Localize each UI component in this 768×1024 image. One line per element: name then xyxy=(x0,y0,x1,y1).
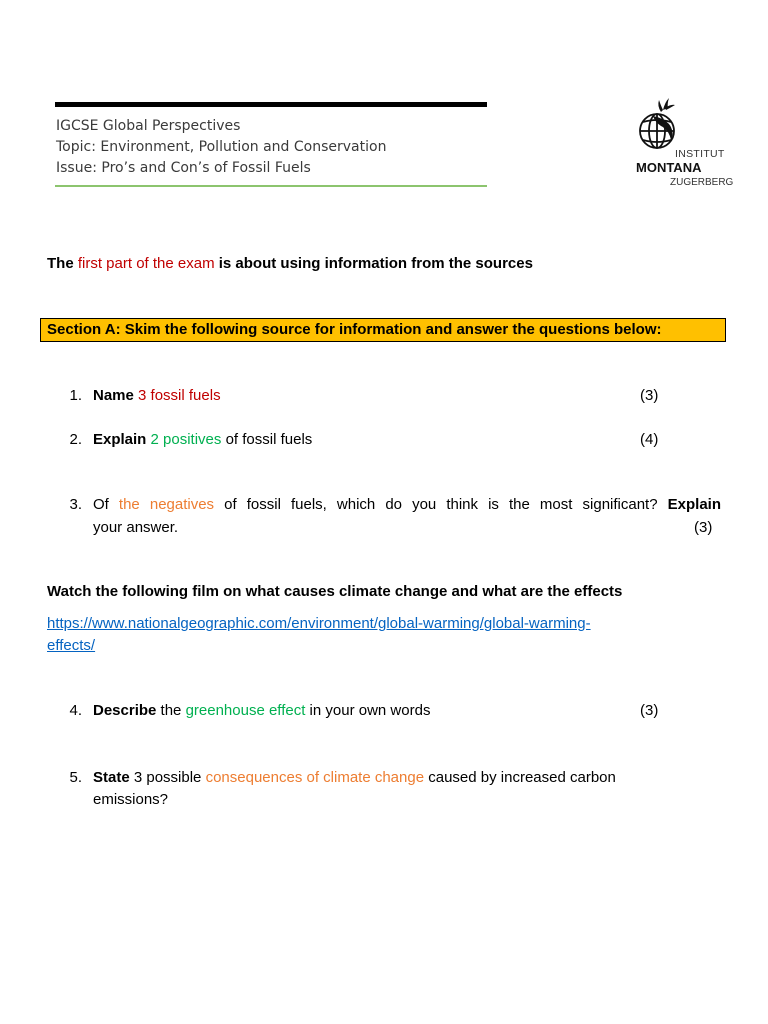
q2-rest: of fossil fuels xyxy=(221,431,313,448)
header-course: IGCSE Global Perspectives xyxy=(56,118,241,134)
q5-rest: caused by increased carbon xyxy=(424,769,616,786)
q1-verb: Name xyxy=(93,387,139,404)
q3-verb: Explain xyxy=(667,496,721,513)
q5-number: 5. xyxy=(69,769,82,786)
q5-text-line2: emissions? xyxy=(93,791,169,808)
intro-post: is about using information from the sources xyxy=(214,255,533,272)
watch-instruction: Watch the following film on what causes climate change and what are the effects xyxy=(47,583,623,600)
q1-marks: (3) xyxy=(640,387,659,404)
q1-highlight: 3 fossil fuels xyxy=(138,387,221,404)
q2-verb: Explain xyxy=(93,431,151,448)
film-link-line2[interactable]: effects/ xyxy=(47,637,96,654)
film-link[interactable] xyxy=(47,613,591,657)
intro-highlight: first part of the exam xyxy=(77,255,215,272)
q5-text-line1 xyxy=(93,767,616,789)
q3-highlight: the negatives xyxy=(118,496,215,513)
q4-verb: Describe xyxy=(93,702,157,719)
header-topic: Topic: Environment, Pollution and Conservation xyxy=(56,139,387,155)
header-top-rule xyxy=(55,102,487,107)
q4-number: 4. xyxy=(69,702,82,719)
document-header xyxy=(56,116,386,179)
school-logo xyxy=(633,96,733,191)
q5-highlight: consequences of climate change xyxy=(205,769,425,786)
film-link-line1[interactable]: https://www.nationalgeographic.com/environment/global-warming/global-warming- xyxy=(47,615,591,632)
header-bottom-rule xyxy=(55,185,487,187)
q3-mid: of fossil fuels, which do you think is the most significant? xyxy=(214,496,668,513)
header-issue: Issue: Pro’s and Con’s of Fossil Fuels xyxy=(56,160,311,176)
q2-marks: (4) xyxy=(640,431,659,448)
q1-text xyxy=(93,385,221,407)
intro-line xyxy=(47,253,533,275)
q4-rest: in your own words xyxy=(305,702,431,719)
q2-number: 2. xyxy=(69,431,82,448)
q3-marks: (3) xyxy=(694,519,713,536)
q5-pre: 3 possible xyxy=(129,769,206,786)
q3-number: 3. xyxy=(69,496,82,513)
q4-highlight: greenhouse effect xyxy=(185,702,306,719)
q2-highlight: 2 positives xyxy=(150,431,222,448)
q4-pre: the xyxy=(156,702,186,719)
logo-line-montana: MONTANA xyxy=(636,160,702,175)
globe-tree-icon xyxy=(635,96,681,152)
q4-marks: (3) xyxy=(640,702,659,719)
q2-text xyxy=(93,429,312,451)
logo-line-institut: INSTITUT xyxy=(675,148,725,160)
q3-pre: Of xyxy=(93,496,119,513)
q5-verb: State xyxy=(93,769,130,786)
intro-pre: The xyxy=(47,255,78,272)
q3-text-line1 xyxy=(93,494,721,516)
q4-text xyxy=(93,700,430,722)
section-a-heading: Section A: Skim the following source for information and answer the questions below: xyxy=(40,318,726,342)
q1-number: 1. xyxy=(69,387,82,404)
q3-text-line2: your answer. xyxy=(93,519,179,536)
logo-line-zugerberg: ZUGERBERG xyxy=(670,177,734,188)
